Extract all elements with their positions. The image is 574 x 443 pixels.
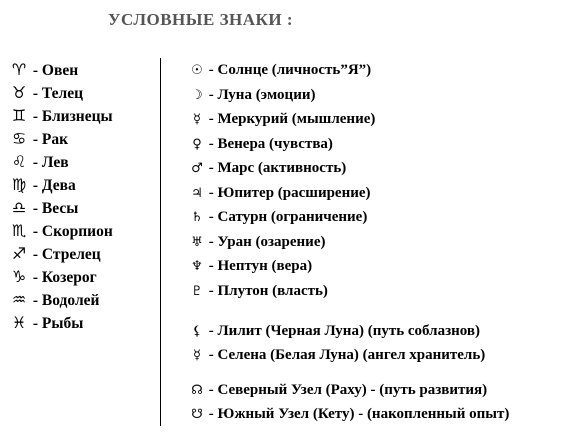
planet-label: - Юпитер (расширение) xyxy=(205,184,371,201)
planet-label: - Луна (эмоции) xyxy=(205,86,316,103)
nodes-group xyxy=(190,378,509,426)
zodiac-label: - Овен xyxy=(29,62,79,79)
mercury-icon: ☿ xyxy=(193,112,201,127)
lilith-icon: ⚸ xyxy=(192,324,202,339)
planet-item-sun xyxy=(190,58,509,83)
sagittarius-icon: ♐ xyxy=(11,244,27,263)
planet-item-neptune xyxy=(190,254,509,279)
zodiac-label: - Лев xyxy=(29,154,69,171)
zodiac-label: - Стрелец xyxy=(29,246,101,263)
planet-item-mars xyxy=(190,156,509,181)
pluto-icon: ♇ xyxy=(191,283,203,299)
jupiter-icon: ♃ xyxy=(191,185,203,201)
planet-label: - Сатурн (ограничение) xyxy=(205,209,368,225)
planets-list xyxy=(190,58,509,426)
zodiac-item-leo xyxy=(10,150,113,173)
planet-label: - Меркурий (мышление) xyxy=(205,111,376,127)
zodiac-item-scorpio xyxy=(10,219,113,242)
zodiac-item-libra xyxy=(10,196,113,219)
taurus-icon: ♉ xyxy=(11,83,27,102)
north-node-icon: ☊ xyxy=(191,383,203,398)
planet-item-mercury xyxy=(190,107,509,132)
moon-label: - Селена (Белая Луна) (ангел хранитель) xyxy=(205,347,486,363)
zodiac-item-aquarius xyxy=(10,288,113,311)
zodiac-label: - Весы xyxy=(29,200,79,217)
planet-item-venus xyxy=(190,132,509,157)
planet-label: - Венера (чувства) xyxy=(205,135,333,152)
node-item-south xyxy=(190,402,509,426)
scorpio-icon: ♏ xyxy=(11,221,27,240)
zodiac-item-sagittarius xyxy=(10,242,113,265)
aquarius-icon: ♒ xyxy=(11,290,27,309)
capricorn-icon: ♑ xyxy=(11,267,27,286)
node-item-north xyxy=(190,378,509,402)
south-node-icon: ☋ xyxy=(191,407,203,422)
zodiac-item-pisces xyxy=(10,311,113,334)
leo-icon: ♌ xyxy=(11,152,27,171)
moon-item-lilith xyxy=(190,319,509,343)
planet-label: - Плутон (власть) xyxy=(205,282,328,299)
planet-label: - Уран (озарение) xyxy=(205,233,326,250)
neptune-icon: ♆ xyxy=(191,259,203,274)
aries-icon: ♈ xyxy=(11,60,27,79)
zodiac-label: - Близнецы xyxy=(29,108,113,125)
cancer-icon: ♋ xyxy=(11,129,27,148)
moon-icon: ☽ xyxy=(191,87,203,103)
zodiac-label: - Козерог xyxy=(29,269,97,286)
virgo-icon: ♍ xyxy=(11,175,27,194)
uranus-icon: ♅ xyxy=(191,234,203,250)
column-divider xyxy=(160,58,161,426)
page-title: УСЛОВНЫЕ ЗНАКИ : xyxy=(108,10,293,29)
zodiac-label: - Рыбы xyxy=(29,315,84,332)
libra-icon: ♎ xyxy=(11,198,27,217)
zodiac-label: - Водолей xyxy=(29,292,100,309)
selena-icon: ☿ xyxy=(193,348,201,363)
moon-label: - Лилит (Черная Луна) (путь соблазнов) xyxy=(205,323,480,339)
zodiac-label: - Телец xyxy=(29,85,84,102)
planet-item-moon xyxy=(190,83,509,108)
mars-icon: ♂ xyxy=(191,161,203,176)
planet-label: - Солнце (личность”Я”) xyxy=(205,62,372,78)
zodiac-item-cancer xyxy=(10,127,113,150)
planet-item-saturn xyxy=(190,205,509,230)
zodiac-label: - Рак xyxy=(29,131,69,148)
venus-icon: ♀ xyxy=(192,136,202,152)
planet-label: - Марс (активность) xyxy=(205,160,347,176)
moons-group xyxy=(190,319,509,367)
zodiac-list xyxy=(10,58,113,334)
pisces-icon: ♓ xyxy=(11,313,27,332)
sun-icon: ☉ xyxy=(191,63,203,78)
moon-item-selena xyxy=(190,343,509,367)
planet-item-jupiter xyxy=(190,181,509,206)
planet-item-uranus xyxy=(190,230,509,255)
zodiac-label: - Дева xyxy=(29,177,76,194)
node-label: - Северный Узел (Раху) - (путь развития) xyxy=(205,382,488,398)
zodiac-item-virgo xyxy=(10,173,113,196)
saturn-icon: ♄ xyxy=(191,210,203,225)
zodiac-item-taurus xyxy=(10,81,113,104)
zodiac-label: - Скорпион xyxy=(29,223,113,240)
planets-group xyxy=(190,58,509,303)
gemini-icon: ♊ xyxy=(11,106,27,125)
zodiac-item-capricorn xyxy=(10,265,113,288)
node-label: - Южный Узел (Кету) - (накопленный опыт) xyxy=(205,406,510,422)
planet-label: - Нептун (вера) xyxy=(205,258,313,274)
zodiac-item-gemini xyxy=(10,104,113,127)
planet-item-pluto xyxy=(190,279,509,304)
zodiac-item-aries xyxy=(10,58,113,81)
